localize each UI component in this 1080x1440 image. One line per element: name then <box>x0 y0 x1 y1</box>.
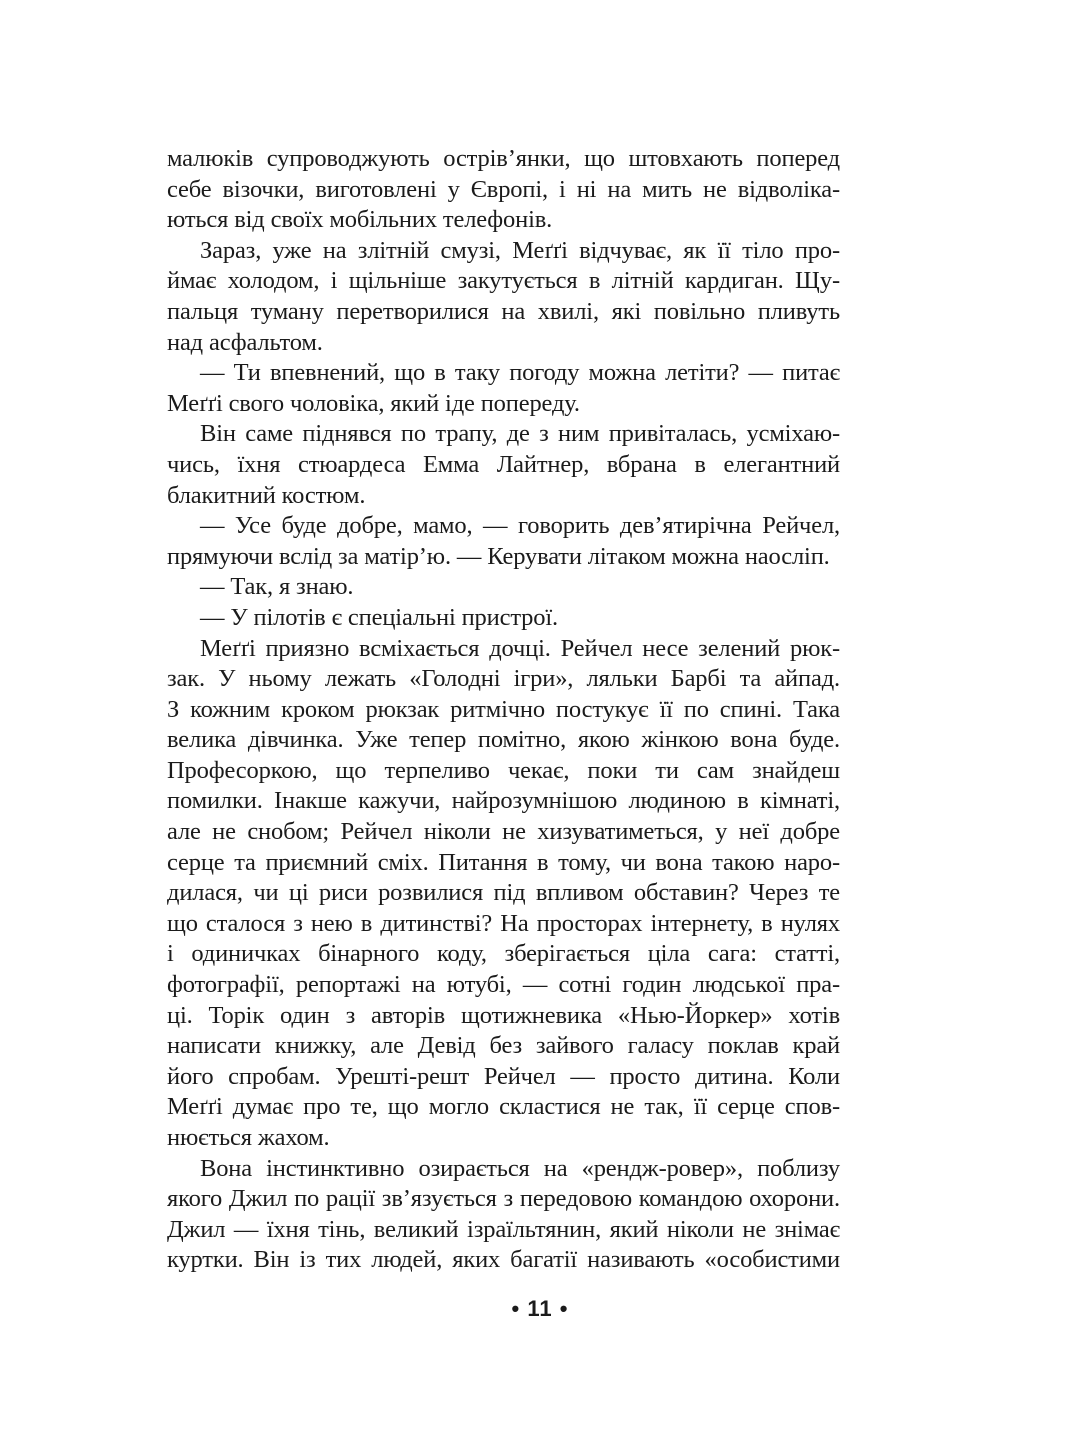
text-line: велика дівчинка. Уже тепер помітно, якою жінкою вона буде. <box>167 726 840 754</box>
text-line: Зараз, уже на злітній смузі, Меґґі відчуває, як її тіло про- <box>200 236 840 264</box>
text-line: — Так, я знаю. <box>200 573 354 601</box>
text-line: ймає холодом, і щільніше закутується в літній кардиган. Щу- <box>167 267 840 295</box>
text-line: його спробам. Урешті-решт Рейчел — просто дитина. Коли <box>167 1062 840 1090</box>
text-line: нюється жахом. <box>167 1124 330 1151</box>
text-line: Меґґі приязно всміхається дочці. Рейчел несе зелений рюк- <box>200 634 840 662</box>
text-line: Меґґі свого чоловіка, який іде попереду. <box>167 389 580 417</box>
text-line: фотографії, репортажі на ютубі, — сотні годин людської пра- <box>167 971 840 999</box>
text-line: З кожним кроком рюкзак ритмічно постукує її по спині. Така <box>167 695 840 723</box>
text-line: написати книжку, але Девід без зайвого галасу поклав край <box>167 1032 840 1060</box>
text-line: прямуючи вслід за матір’ю. — Керувати літаком можна наосліп. <box>167 542 830 570</box>
text-line: куртки. Він із тих людей, яких багатії називають «особистими <box>167 1246 840 1274</box>
page-number: • 11 • <box>511 1296 569 1321</box>
text-line: Він саме піднявся по трапу, де з ним привіталась, усміхаю- <box>200 420 840 448</box>
text-line: якого Джил по рації зв’язується з передовою командою охорони. <box>167 1185 840 1213</box>
text-line: зак. У ньому лежать «Голодні ігри», ляльки Барбі та айпад. <box>167 665 840 693</box>
text-line: — Усе буде добре, мамо, — говорить дев’ятирічна Рейчел, <box>200 512 840 540</box>
page-text-block <box>167 144 840 1276</box>
text-line: але не снобом; Рейчел ніколи не хизуватиметься, у неї добре <box>167 818 840 846</box>
text-line: пальця туману перетворилися на хвилі, які повільно пливуть <box>167 297 840 325</box>
text-line: себе візочки, виготовлені у Європі, і ні на мить не відволіка- <box>167 175 840 203</box>
text-line: — У пілотів є спеціальні пристрої. <box>200 603 559 631</box>
text-line: що сталося з нею в дитинстві? На просторах інтернету, в нулях <box>167 909 840 937</box>
text-line: чись, їхня стюардеса Емма Лайтнер, вбрана в елегантний <box>167 450 840 478</box>
text-line: помилки. Інакше кажучи, найрозумнішою людиною в кімнаті, <box>167 787 840 815</box>
text-line: над асфальтом. <box>167 328 323 356</box>
text-line: ються від своїх мобільних телефонів. <box>167 206 553 234</box>
text-line: Вона інстинктивно озирається на «рендж-ровер», поблизу <box>200 1154 840 1182</box>
text-line: малюків супроводжують острів’янки, що штовхають поперед <box>167 145 840 172</box>
text-line: Джил — їхня тінь, великий ізраїльтянин, який ніколи не знімає <box>167 1215 840 1243</box>
text-line: — Ти впевнений, що в таку погоду можна летіти? — питає <box>200 359 840 387</box>
text-line: дилася, чи ці риси розвилися під впливом обставин? Через те <box>167 879 840 907</box>
text-line: блакитний костюм. <box>167 481 366 509</box>
text-line: Меґґі думає про те, що могло скластися не так, її серце спов- <box>167 1093 840 1121</box>
text-line: ці. Торік один з авторів щотижневика «Нью-Йоркер» хотів <box>167 1001 840 1029</box>
text-line: Професоркою, що терпеливо чекає, поки ти сам знайдеш <box>167 756 840 784</box>
text-line: і одиничках бінарного коду, зберігається ціла сага: статті, <box>167 940 840 968</box>
text-line: серце та приємний сміх. Питання в тому, чи вона такою наро- <box>167 848 840 876</box>
